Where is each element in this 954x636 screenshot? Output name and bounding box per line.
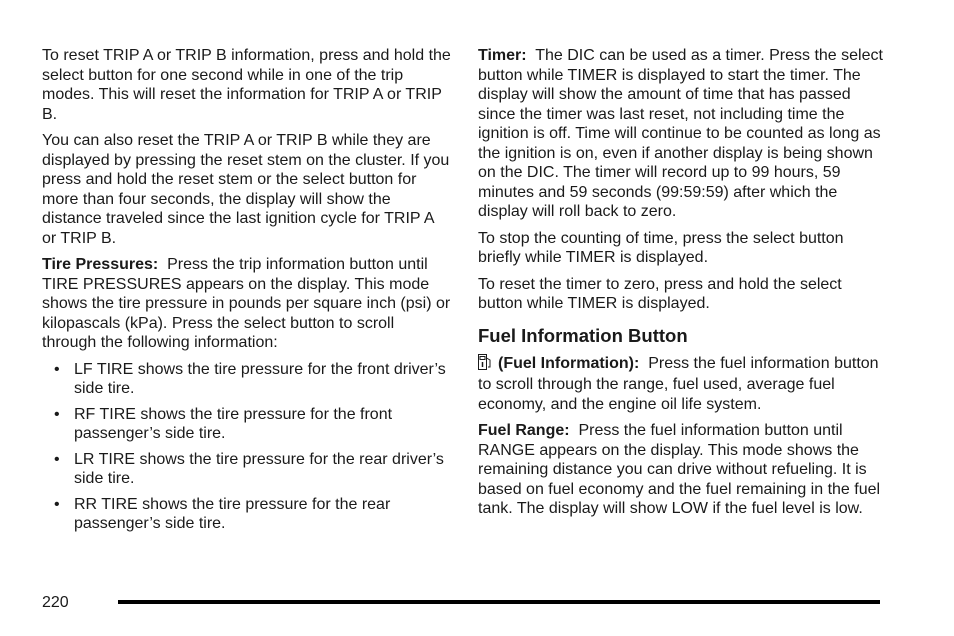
list-item xyxy=(42,495,452,534)
timer-text: The DIC can be used as a timer. Press the select button while TIMER is displayed to start the timer. The display will show the amount of time that has passed since the timer was last reset, not including time the ignition is off. Time will continue to be counted as long as the ignition is on, even if another display is being shown on the DIC. The timer will record up to 99 hours, 59 minutes and 59 seconds (99:59:59) after which the display will roll back to zero. xyxy=(478,47,883,220)
bullet-icon: • xyxy=(54,495,60,513)
timer-stop-paragraph: To stop the counting of time, press the select button briefly while TIMER is displayed. xyxy=(478,229,844,266)
timer-reset-paragraph: To reset the timer to zero, press and hold the select button while TIMER is displayed. xyxy=(478,275,842,312)
right-column xyxy=(478,46,888,526)
list-item xyxy=(42,450,452,489)
fuel-information-text: Press the fuel information button to scroll through the range, fuel used, average fuel economy, and the engine oil life system. xyxy=(478,354,879,413)
list-item-text: LF TIRE shows the tire pressure for the front driver’s side tire. xyxy=(74,360,446,397)
trip-reset-paragraph: To reset TRIP A or TRIP B information, press and hold the select button for one second while in one of the trip modes. This will reset the information for TRIP A or TRIP B. xyxy=(42,47,451,123)
footer-rule xyxy=(118,600,880,604)
fuel-info-icon xyxy=(478,354,492,376)
fuel-information-heading: Fuel Information Button xyxy=(478,324,688,346)
list-item xyxy=(42,360,452,399)
bullet-icon: • xyxy=(54,360,60,378)
bullet-icon: • xyxy=(54,405,60,423)
timer-paragraph xyxy=(478,46,888,222)
tire-pressures-text: Press the trip information button until TIRE PRESSURES appears on the display. This mode shows the tire pressure in pounds per square inch (psi) or kilopascals (kPa). Press the select button to scroll through the following information: xyxy=(42,256,451,351)
fuel-range-paragraph xyxy=(478,421,888,519)
timer-label: Timer: xyxy=(478,47,527,64)
tire-pressures-label: Tire Pressures: xyxy=(42,256,159,273)
left-column xyxy=(42,46,452,540)
fuel-information-label: (Fuel Information): xyxy=(498,354,640,372)
list-item-text: RF TIRE shows the tire pressure for the front passenger’s side tire. xyxy=(74,405,393,442)
list-item-text: LR TIRE shows the tire pressure for the rear driver’s side tire. xyxy=(74,450,444,487)
list-item-text: RR TIRE shows the tire pressure for the rear passenger’s side tire. xyxy=(74,495,391,532)
trip-reset-stem-paragraph: You can also reset the TRIP A or TRIP B while they are displayed by pressing the reset stem on the cluster. If you press and hold the reset stem or the select button for more than four seconds, the display will show the distance traveled since the last ignition cycle for TRIP A or TRIP B. xyxy=(42,132,450,247)
tire-bullet-list xyxy=(42,360,452,534)
bullet-icon: • xyxy=(54,450,60,468)
page-number: 220 xyxy=(42,594,69,611)
fuel-information-paragraph xyxy=(478,354,888,415)
list-item xyxy=(42,405,452,444)
tire-pressures-paragraph xyxy=(42,255,452,353)
fuel-range-label: Fuel Range: xyxy=(478,422,570,439)
fuel-range-text: Press the fuel information button until RANGE appears on the display. This mode shows the remaining distance you can drive without refueling. It is based on fuel economy and the fuel remaining in the fuel tank. The display will show LOW if the fuel level is low. xyxy=(478,422,881,517)
